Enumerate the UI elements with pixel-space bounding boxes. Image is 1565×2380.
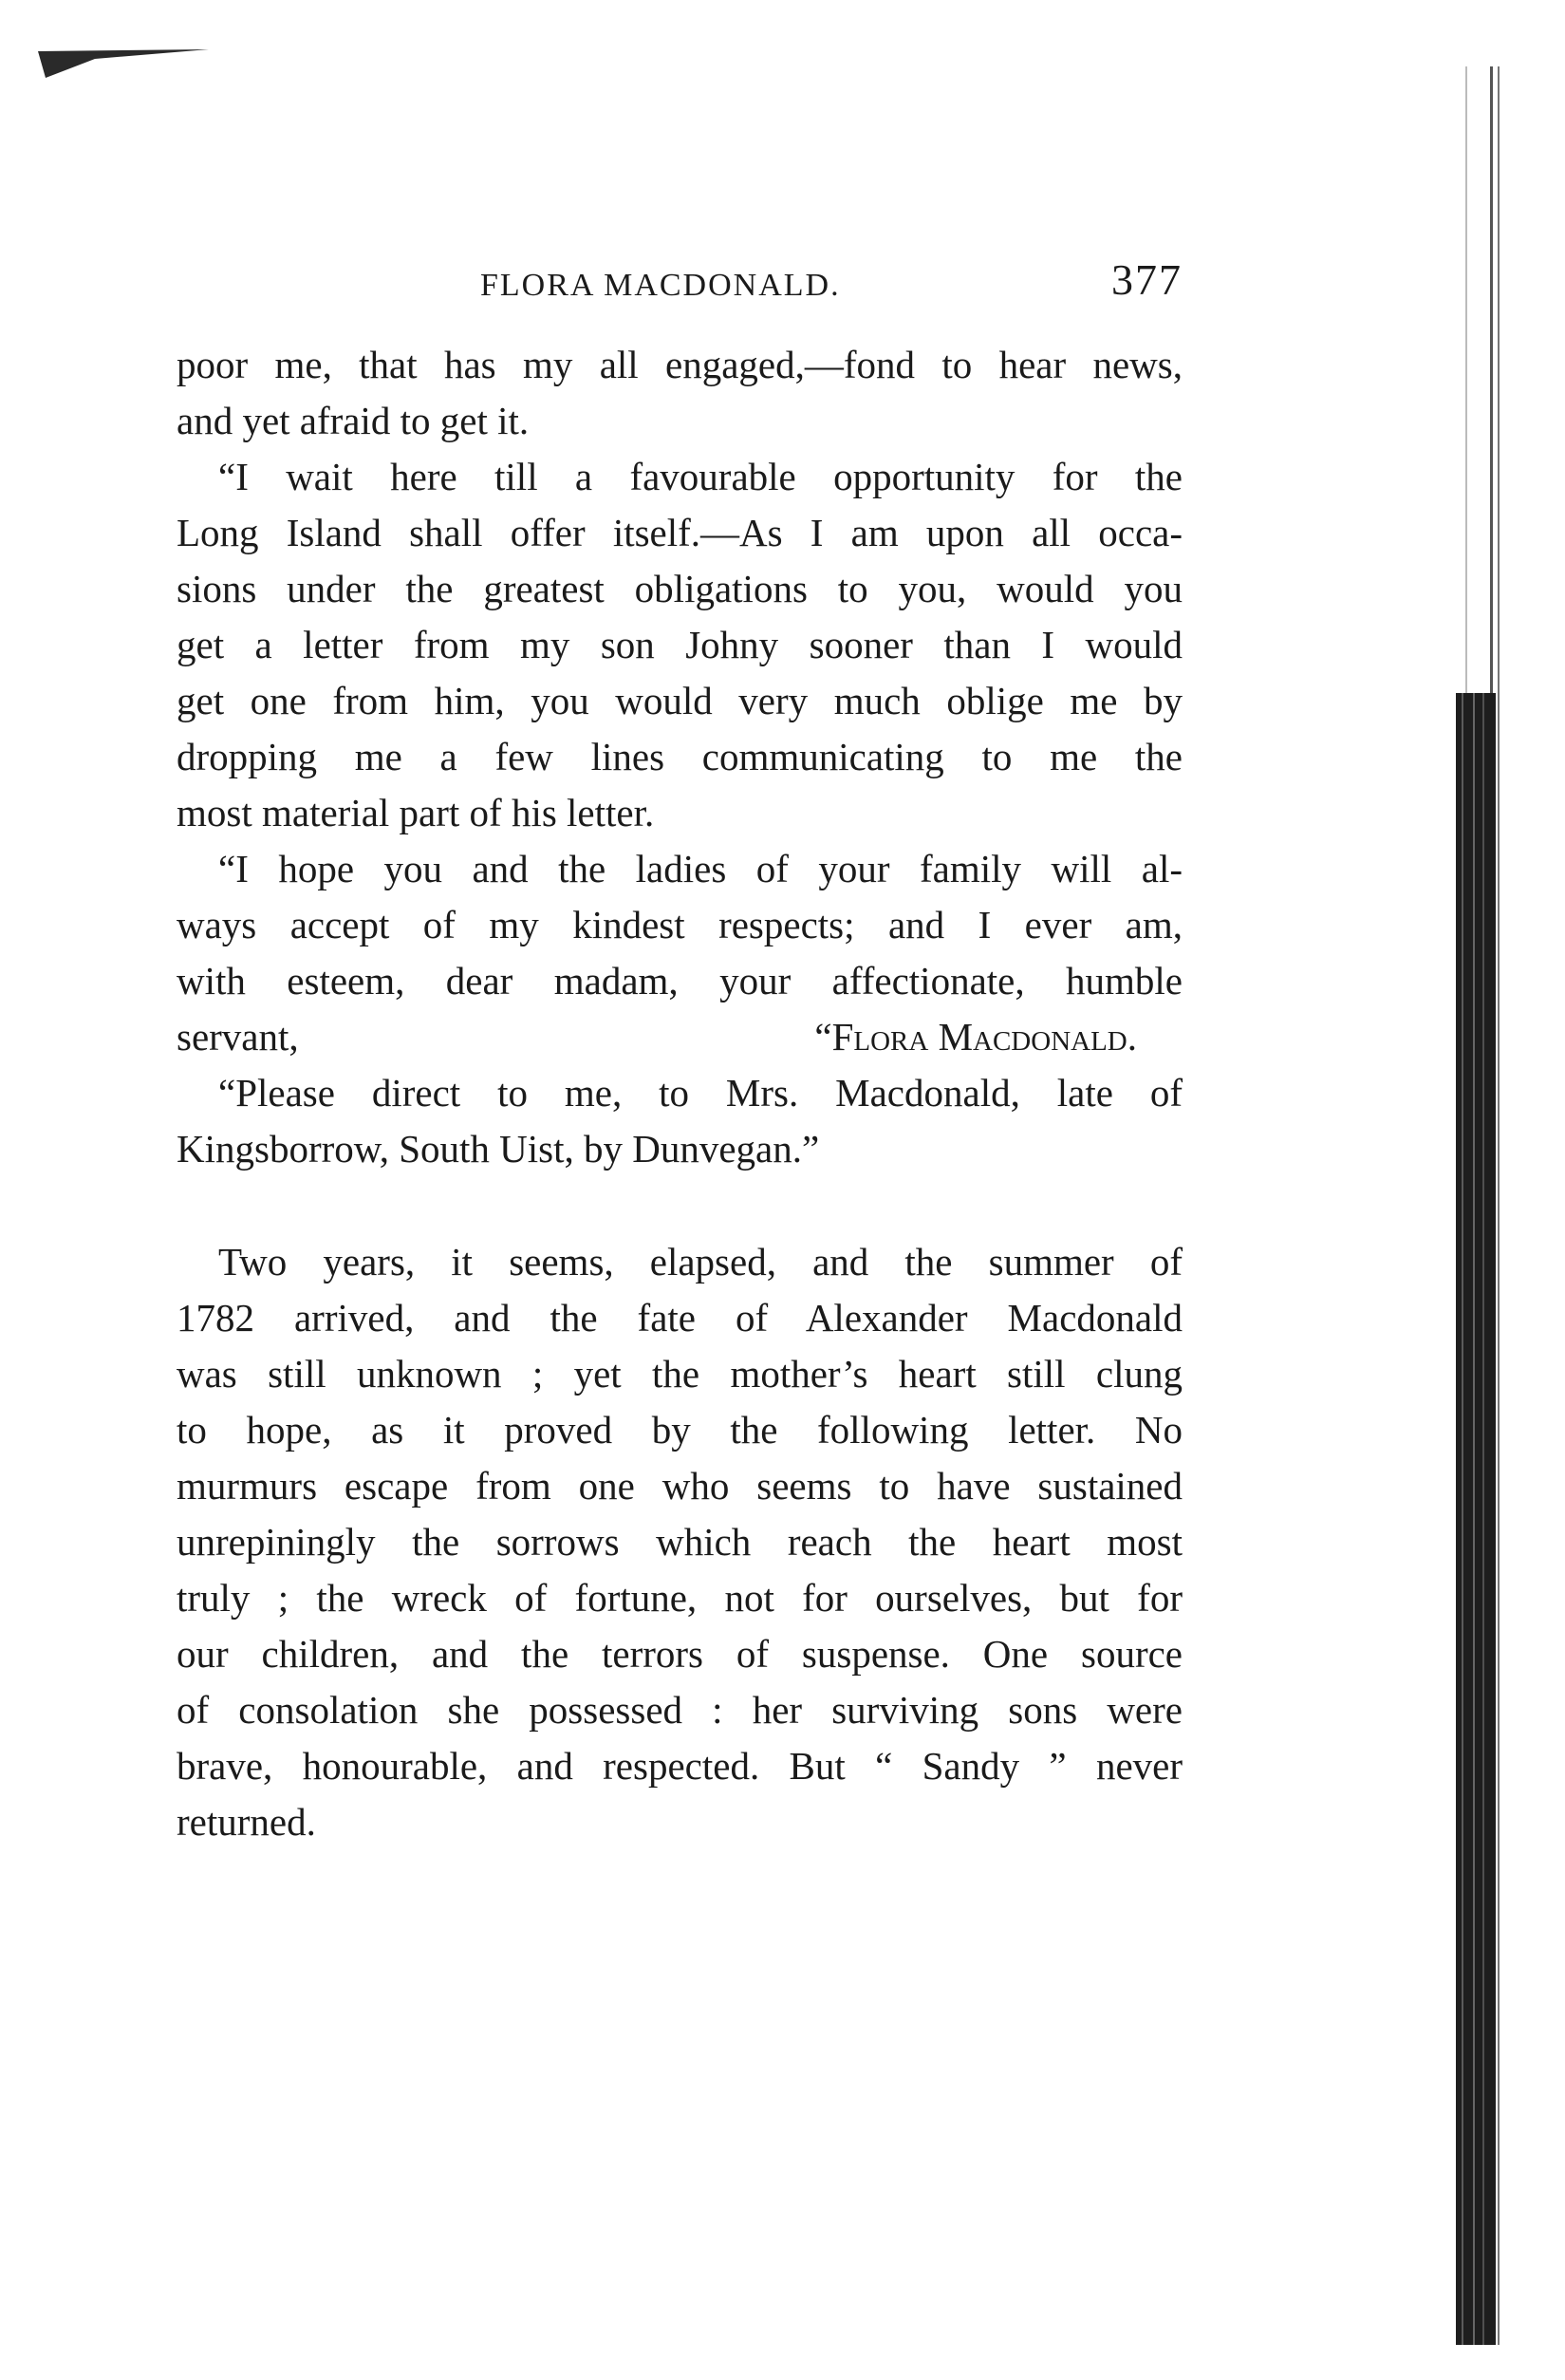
text-line: and yet afraid to get it. — [177, 399, 530, 442]
text-line: our children, and the terrors of suspense. One source — [177, 1632, 1183, 1676]
text-line: Kingsborrow, South Uist, by Dunvegan.” — [177, 1127, 820, 1171]
text-line: poor me, that has my all engaged,—fond to hear news, — [177, 343, 1183, 386]
text-line: sions under the greatest obligations to you, would you — [177, 567, 1183, 610]
signature-name: “Flora Macdonald. — [814, 1015, 1137, 1059]
text-line: ways accept of my kindest respects; and I ever am, — [177, 903, 1183, 946]
page-binding-edge — [1452, 66, 1509, 2345]
text-line: “I hope you and the ladies of your family will al- — [218, 847, 1183, 890]
text-line: “Please direct to me, to Mrs. Macdonald, late of — [218, 1071, 1183, 1115]
text-line: was still unknown ; yet the mother’s heart still clung — [177, 1352, 1183, 1396]
page-number: 377 — [1111, 255, 1183, 304]
text-line: “I wait here till a favourable opportunity for the — [218, 455, 1183, 498]
text-line: brave, honourable, and respected. But “ Sandy ” never — [177, 1744, 1183, 1788]
signature-closing: servant, — [177, 1015, 299, 1059]
text-line: Long Island shall offer itself.—As I am upon all occa- — [177, 511, 1183, 554]
text-line: get a letter from my son Johny sooner than I would — [177, 623, 1183, 666]
text-line: unrepiningly the sorrows which reach the heart most — [177, 1520, 1183, 1564]
signature-line — [177, 1009, 1183, 1065]
body-text — [177, 337, 1183, 1850]
text-line: 1782 arrived, and the fate of Alexander Macdonald — [177, 1296, 1183, 1340]
text-line: of consolation she possessed : her surviving sons were — [177, 1688, 1183, 1732]
text-line: returned. — [177, 1800, 316, 1844]
text-line: truly ; the wreck of fortune, not for ourselves, but for — [177, 1576, 1183, 1620]
text-line: to hope, as it proved by the following letter. No — [177, 1408, 1183, 1452]
text-line: most material part of his letter. — [177, 791, 655, 834]
text-line: get one from him, you would very much oblige me by — [177, 679, 1183, 722]
text-line: dropping me a few lines communicating to me the — [177, 735, 1183, 778]
running-title: FLORA MACDONALD. — [480, 268, 841, 303]
paragraph-gap — [177, 1177, 1183, 1234]
text-line: murmurs escape from one who seems to have sustained — [177, 1464, 1183, 1508]
torn-corner-mark — [38, 46, 209, 84]
text-line: with esteem, dear madam, your affectionate, humble — [177, 959, 1183, 1003]
page-header — [177, 254, 1183, 311]
text-line: Two years, it seems, elapsed, and the summer of — [218, 1240, 1183, 1284]
